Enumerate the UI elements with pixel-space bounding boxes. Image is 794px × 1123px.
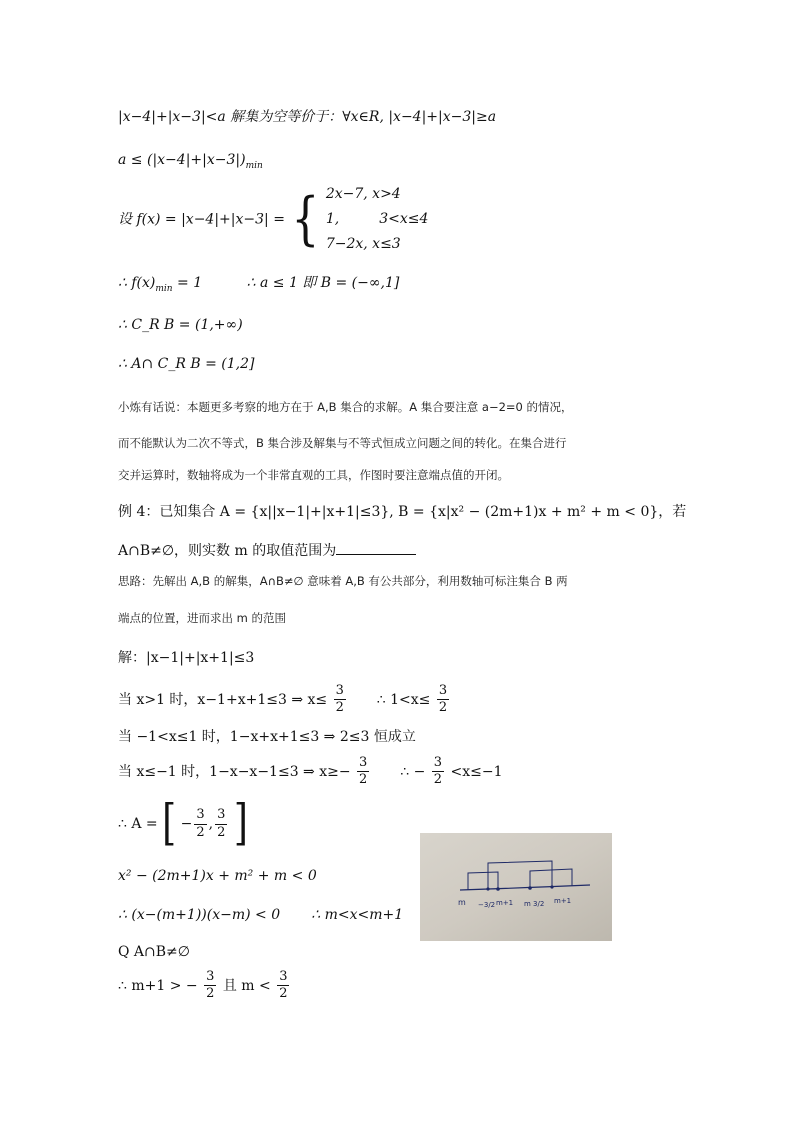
case-x-gt-1 bbox=[118, 684, 451, 716]
line-complement: ∴ C_R B = (1,+∞) bbox=[118, 317, 243, 333]
fraction-three-halves: $\frac{3}{2}$ bbox=[217, 807, 226, 840]
right-bracket-icon: ] bbox=[233, 795, 248, 851]
fraction-three-halves: $\frac{3}{2}$ bbox=[279, 969, 288, 1002]
think-line-2: 端点的位置，进而求出 m 的范围 bbox=[118, 611, 287, 625]
note-line-3: 交并运算时，数轴将成为一个非常直观的工具，作图时要注意端点值的开闭。 bbox=[118, 468, 509, 482]
minus-sign: − bbox=[180, 816, 193, 832]
fraction-three-halves: $\frac{3}{2}$ bbox=[433, 755, 443, 788]
line-fmin bbox=[118, 276, 399, 294]
min-subscript: min bbox=[245, 160, 263, 171]
set-a-result: ∴ A = [ − $\frac{3}{2}$ , $\frac{3}{2}$ ] bbox=[118, 795, 248, 851]
case-middle: 当 −1<x≤1 时，1−x+x+1≤3 ⇒ 2≤3 恒成立 bbox=[118, 729, 416, 745]
case-x-le-neg1-result-b: <x≤−1 bbox=[450, 763, 503, 780]
final-condition-b: 且 m < bbox=[222, 977, 271, 994]
answer-blank bbox=[336, 540, 416, 555]
case-x-gt-1-text: 当 x>1 时，x−1+x+1≤3 ⇒ x≤ bbox=[118, 691, 328, 708]
because-nonempty: Q A∩B≠∅ bbox=[118, 944, 190, 960]
solution-start: 解：|x−1|+|x+1|≤3 bbox=[118, 650, 255, 666]
example-4-statement: 例 4：已知集合 A = {x||x−1|+|x+1|≤3}, B = {x|x² − (2m+1)x + m² + m < 0}，若 bbox=[118, 504, 687, 520]
fraction-three-halves: $\frac{3}{2}$ bbox=[206, 969, 215, 1002]
fraction-three-halves: $\frac{3}{2}$ bbox=[438, 683, 448, 716]
fraction-three-halves: $\frac{3}{2}$ bbox=[335, 683, 344, 716]
fmin-subscript: min bbox=[155, 283, 173, 294]
number-line-sketch bbox=[420, 833, 612, 941]
set-a-label: ∴ A = bbox=[118, 816, 158, 832]
case-2: 1, 3<x≤4 bbox=[325, 211, 429, 227]
final-condition bbox=[118, 970, 291, 1002]
fraction-three-halves: $\frac{3}{2}$ bbox=[359, 755, 368, 788]
fmin-right: = 1 ∴ a ≤ 1 即 B = (−∞,1] bbox=[172, 275, 400, 291]
final-condition-a: ∴ m+1 > − bbox=[118, 977, 198, 994]
case-x-le-neg1-result-a: ∴ − bbox=[400, 763, 426, 780]
quadratic-inequality: x² − (2m+1)x + m² + m < 0 bbox=[118, 868, 317, 884]
label-m-three-halves: m 3/2 bbox=[524, 900, 545, 908]
case-x-le-neg1-text: 当 x≤−1 时，1−x−x−1≤3 ⇒ x≥− bbox=[118, 763, 351, 780]
piecewise-definition bbox=[118, 182, 428, 257]
left-bracket-icon: [ bbox=[162, 795, 177, 851]
case-x-le-neg1 bbox=[118, 756, 503, 788]
case-3: 7−2x, x≤3 bbox=[325, 236, 401, 252]
line-intersection: ∴ A∩ C_R B = (1,2] bbox=[118, 356, 255, 372]
fraction-three-halves: $\frac{3}{2}$ bbox=[196, 807, 205, 840]
left-brace-icon: { bbox=[291, 185, 320, 252]
label-neg-three-halves: −3/2 bbox=[478, 901, 496, 909]
a-min-expression: a ≤ (|x−4|+|x−3|) bbox=[118, 152, 246, 168]
label-m-plus-1: m+1 bbox=[496, 899, 514, 907]
case-x-gt-1-result: ∴ 1<x≤ bbox=[376, 691, 431, 708]
line-condition: |x−4|+|x−3|<a 解集为空等价于：∀x∈R, |x−4|+|x−3|≥a bbox=[118, 109, 497, 125]
note-line-2: 而不能默认为二次不等式，B 集合涉及解集与不等式恒成立问题之间的转化。在集合进行 bbox=[118, 436, 567, 450]
line-a-min bbox=[118, 153, 263, 171]
factored-inequality: ∴ (x−(m+1))(x−m) < 0 ∴ m<x<m+1 bbox=[118, 907, 404, 923]
label-m-plus-1-right: m+1 bbox=[554, 897, 572, 905]
piecewise-left: 设 f(x) = |x−4|+|x−3| = bbox=[118, 211, 285, 228]
think-line-1: 思路：先解出 A,B 的解集，A∩B≠∅ 意味着 A,B 有公共部分，利用数轴可标注集合 B 两 bbox=[118, 574, 568, 588]
piecewise-cases bbox=[326, 182, 429, 257]
example-4-question bbox=[118, 540, 416, 558]
fmin-left: ∴ f(x) bbox=[118, 275, 156, 291]
number-line-photo bbox=[420, 833, 612, 941]
note-line-1: 小炼有话说：本题更多考察的地方在于 A,B 集合的求解。A 集合要注意 a−2=0 的情况， bbox=[118, 400, 573, 414]
example-4-question-text: A∩B≠∅，则实数 m 的取值范围为 bbox=[118, 543, 337, 559]
label-m: m bbox=[458, 898, 466, 907]
case-1: 2x−7, x>4 bbox=[325, 186, 401, 202]
